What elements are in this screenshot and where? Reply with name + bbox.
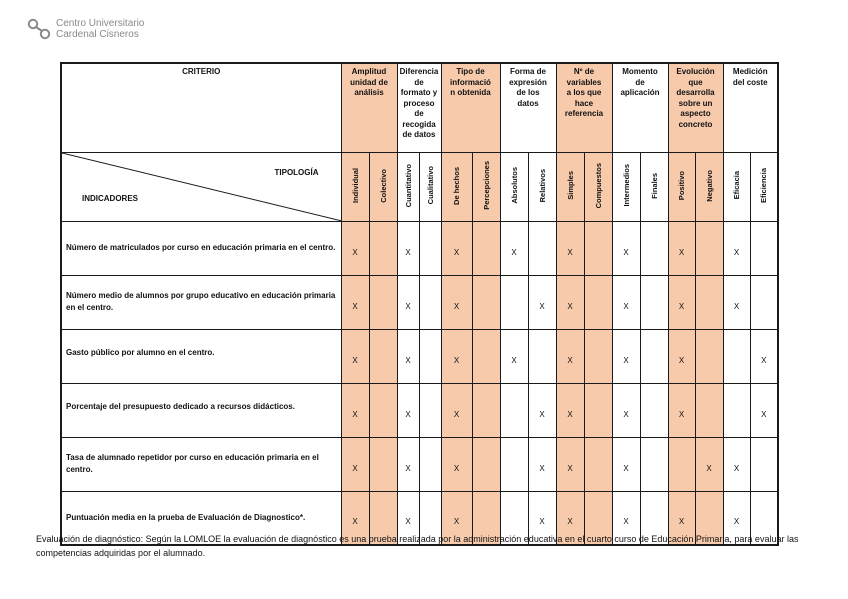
group-header-line: recogida bbox=[402, 119, 436, 129]
subtype-finales bbox=[640, 152, 668, 221]
mark-cell-cualitativo bbox=[419, 383, 441, 437]
group-header-line: Momento bbox=[622, 67, 658, 76]
mark-cell-relativos: X bbox=[528, 383, 556, 437]
group-header-cuantitativo-cualitativo bbox=[397, 63, 441, 152]
indicator-label: Porcentaje del presupuesto dedicado a recursos didácticos. bbox=[61, 383, 341, 437]
group-header-line: que bbox=[688, 77, 703, 87]
subtype-cuantitativo bbox=[397, 152, 419, 221]
subtype-label: De hechos bbox=[452, 166, 461, 205]
mark-cell-eficacia: X bbox=[723, 275, 750, 329]
mark-cell-colectivo bbox=[369, 437, 397, 491]
group-header-line: Amplitud bbox=[351, 67, 387, 76]
mark-cell-cualitativo bbox=[419, 275, 441, 329]
criteria-table bbox=[60, 62, 779, 546]
group-header-line: de bbox=[414, 77, 424, 87]
subtype-relativos bbox=[528, 152, 556, 221]
mark-cell-de-hechos: X bbox=[441, 437, 472, 491]
mark-cell-eficacia: X bbox=[723, 491, 750, 545]
mark-cell-percepciones bbox=[472, 275, 500, 329]
mark-cell-negativo bbox=[695, 383, 723, 437]
logo-icon bbox=[26, 16, 52, 42]
mark-cell-compuestos bbox=[584, 383, 612, 437]
mark-cell-cuantitativo: X bbox=[397, 275, 419, 329]
group-header-line: Medición bbox=[732, 67, 768, 76]
mark-cell-intermedios: X bbox=[612, 437, 640, 491]
mark-cell-individual: X bbox=[341, 491, 369, 545]
mark-cell-positivo: X bbox=[668, 221, 695, 275]
group-header-line: de datos bbox=[402, 130, 436, 139]
mark-cell-absolutos: X bbox=[500, 329, 528, 383]
mark-cell-simples: X bbox=[556, 329, 584, 383]
indicator-label: Tasa de alumnado repetidor por curso en educación primaria en el centro. bbox=[61, 437, 341, 491]
mark-cell-simples: X bbox=[556, 383, 584, 437]
mark-cell-cuantitativo: X bbox=[397, 221, 419, 275]
subtype-label: Individual bbox=[350, 167, 360, 203]
group-header-intermedios-finales bbox=[612, 63, 668, 152]
mark-cell-intermedios: X bbox=[612, 491, 640, 545]
mark-cell-cualitativo bbox=[419, 437, 441, 491]
group-header-line: variables bbox=[566, 77, 602, 87]
mark-cell-eficacia: X bbox=[723, 437, 750, 491]
institution-logo bbox=[26, 16, 144, 42]
mark-cell-intermedios: X bbox=[612, 329, 640, 383]
subtype-label: Intermedios bbox=[621, 164, 631, 207]
group-header-line: concreto bbox=[678, 119, 713, 129]
subtype-colectivo bbox=[369, 152, 397, 221]
subtype-cualitativo bbox=[419, 152, 441, 221]
mark-cell-compuestos bbox=[584, 221, 612, 275]
mark-cell-colectivo bbox=[369, 275, 397, 329]
group-header-line: aspecto bbox=[680, 109, 711, 118]
mark-cell-simples: X bbox=[556, 221, 584, 275]
group-header-line: análisis bbox=[354, 88, 384, 97]
mark-cell-individual: X bbox=[341, 221, 369, 275]
mark-cell-absolutos bbox=[500, 275, 528, 329]
group-header-line: formato y bbox=[400, 88, 438, 97]
group-header-line: del coste bbox=[732, 77, 768, 87]
mark-cell-eficiencia bbox=[750, 221, 778, 275]
mark-cell-de-hechos: X bbox=[441, 491, 472, 545]
mark-cell-positivo: X bbox=[668, 383, 695, 437]
mark-cell-colectivo bbox=[369, 329, 397, 383]
mark-cell-de-hechos: X bbox=[441, 329, 472, 383]
mark-cell-finales bbox=[640, 383, 668, 437]
group-header-line: Evolución bbox=[676, 67, 715, 76]
mark-cell-simples: X bbox=[556, 437, 584, 491]
mark-cell-positivo bbox=[668, 437, 695, 491]
subtype-label: Colectivo bbox=[378, 168, 388, 203]
group-header-line: Nº de bbox=[573, 67, 595, 76]
mark-cell-negativo bbox=[695, 221, 723, 275]
group-header-line: de bbox=[414, 109, 424, 118]
mark-cell-individual: X bbox=[341, 329, 369, 383]
mark-cell-finales bbox=[640, 275, 668, 329]
group-header-line: hace bbox=[574, 98, 594, 108]
group-header-line: informació bbox=[450, 77, 491, 87]
logo-line-1: Centro Universitario bbox=[56, 18, 145, 29]
subtype-percepciones bbox=[472, 152, 500, 221]
mark-cell-eficacia bbox=[723, 383, 750, 437]
mark-cell-relativos bbox=[528, 221, 556, 275]
subtype-label: Simples bbox=[565, 171, 575, 200]
subtype-label: Eficacia bbox=[732, 171, 741, 200]
mark-cell-eficacia: X bbox=[723, 221, 750, 275]
mark-cell-compuestos bbox=[584, 437, 612, 491]
group-header-line: datos bbox=[517, 98, 539, 108]
group-header-line: proceso bbox=[403, 98, 435, 108]
group-header-eficacia-eficiencia bbox=[723, 63, 778, 152]
footnote: Evaluación de diagnóstico: Según la LOMLOE la evaluación de diagnóstico es una prueba realizada por la administración educativa en el cuarto curso de Educación Primaria, para evaluar las competencias adquiridas por el alumnado. bbox=[36, 534, 799, 558]
mark-cell-eficiencia bbox=[750, 275, 778, 329]
indicator-row bbox=[61, 329, 778, 383]
group-header-line: Forma de bbox=[509, 67, 546, 76]
subtype-label: Relativos bbox=[537, 168, 547, 203]
group-header-individual-colectivo bbox=[341, 63, 397, 152]
mark-cell-de-hechos: X bbox=[441, 383, 472, 437]
subtype-label: Compuestos bbox=[593, 162, 603, 209]
subtype-label: Absolutos bbox=[509, 167, 519, 204]
indicator-row bbox=[61, 275, 778, 329]
mark-cell-eficiencia: X bbox=[750, 383, 778, 437]
mark-cell-eficacia bbox=[723, 329, 750, 383]
mark-cell-intermedios: X bbox=[612, 383, 640, 437]
subtype-negativo bbox=[695, 152, 723, 221]
mark-cell-percepciones bbox=[472, 329, 500, 383]
mark-cell-intermedios: X bbox=[612, 221, 640, 275]
subtype-label: Positivo bbox=[677, 170, 686, 201]
subtype-intermedios bbox=[612, 152, 640, 221]
mark-cell-finales bbox=[640, 221, 668, 275]
mark-cell-de-hechos: X bbox=[441, 275, 472, 329]
subtype-absolutos bbox=[500, 152, 528, 221]
subtype-label: Finales bbox=[649, 172, 659, 199]
group-header-line: desarrolla bbox=[676, 88, 715, 97]
mark-cell-negativo bbox=[695, 275, 723, 329]
subtype-eficiencia bbox=[750, 152, 778, 221]
mark-cell-cualitativo bbox=[419, 221, 441, 275]
mark-cell-relativos: X bbox=[528, 275, 556, 329]
indicator-label: Puntuación media en la prueba de Evaluación de Diagnostico*. bbox=[61, 491, 341, 545]
logo-line-2: Cardenal Cisneros bbox=[56, 29, 139, 40]
mark-cell-cuantitativo: X bbox=[397, 329, 419, 383]
mark-cell-eficiencia bbox=[750, 437, 778, 491]
group-header-line: referencia bbox=[564, 109, 604, 118]
tipologia-label: TIPOLOGÍA bbox=[274, 167, 319, 177]
mark-cell-relativos bbox=[528, 329, 556, 383]
mark-cell-cuantitativo: X bbox=[397, 491, 419, 545]
subtype-positivo bbox=[668, 152, 695, 221]
mark-cell-de-hechos: X bbox=[441, 221, 472, 275]
mark-cell-relativos: X bbox=[528, 491, 556, 545]
subtype-simples bbox=[556, 152, 584, 221]
mark-cell-negativo: X bbox=[695, 437, 723, 491]
mark-cell-negativo bbox=[695, 329, 723, 383]
group-header-line: unidad de bbox=[350, 77, 388, 87]
mark-cell-percepciones bbox=[472, 437, 500, 491]
group-header-simples-compuestos bbox=[556, 63, 612, 152]
group-header-line: expresión bbox=[509, 77, 547, 87]
group-header-line: Tipo de bbox=[456, 67, 485, 76]
subtype-label: Negativo bbox=[704, 169, 714, 202]
mark-cell-finales bbox=[640, 437, 668, 491]
group-header-line: sobre un bbox=[678, 98, 713, 108]
mark-cell-absolutos bbox=[500, 437, 528, 491]
mark-cell-individual: X bbox=[341, 437, 369, 491]
mark-cell-relativos: X bbox=[528, 437, 556, 491]
indicator-row bbox=[61, 383, 778, 437]
mark-cell-cuantitativo: X bbox=[397, 437, 419, 491]
tipologia-indicadores-header bbox=[61, 152, 341, 221]
mark-cell-simples: X bbox=[556, 491, 584, 545]
mark-cell-simples: X bbox=[556, 275, 584, 329]
mark-cell-intermedios: X bbox=[612, 275, 640, 329]
group-header-line: de los bbox=[516, 88, 540, 97]
mark-cell-percepciones bbox=[472, 221, 500, 275]
mark-cell-individual: X bbox=[341, 383, 369, 437]
mark-cell-individual: X bbox=[341, 275, 369, 329]
group-header-de-hechos-percepciones bbox=[441, 63, 500, 152]
group-header-positivo-negativo bbox=[668, 63, 723, 152]
group-header-line: aplicación bbox=[620, 88, 660, 97]
mark-cell-eficiencia: X bbox=[750, 329, 778, 383]
group-header-line: n obtenida bbox=[450, 88, 491, 97]
indicator-label: Número de matriculados por curso en educación primaria en el centro. bbox=[61, 221, 341, 275]
mark-cell-positivo: X bbox=[668, 329, 695, 383]
indicadores-label: INDICADORES bbox=[82, 193, 139, 203]
criterio-header: CRITERIO bbox=[61, 63, 341, 152]
indicator-label: Gasto público por alumno en el centro. bbox=[61, 329, 341, 383]
subtype-label: Cualitativo bbox=[425, 166, 435, 205]
subtype-label: Cuantitativo bbox=[403, 163, 413, 208]
group-header-line: Diferencia bbox=[399, 67, 439, 76]
mark-cell-positivo: X bbox=[668, 491, 695, 545]
group-header-absolutos-relativos bbox=[500, 63, 556, 152]
mark-cell-cualitativo bbox=[419, 329, 441, 383]
subtype-de-hechos bbox=[441, 152, 472, 221]
mark-cell-compuestos bbox=[584, 329, 612, 383]
mark-cell-compuestos bbox=[584, 275, 612, 329]
subtype-label: Percepciones bbox=[481, 161, 491, 210]
mark-cell-finales bbox=[640, 329, 668, 383]
mark-cell-absolutos: X bbox=[500, 221, 528, 275]
subtype-eficacia bbox=[723, 152, 750, 221]
indicator-label: Número medio de alumnos por grupo educativo en educación primaria en el centro. bbox=[61, 275, 341, 329]
subtype-individual bbox=[341, 152, 369, 221]
mark-cell-cuantitativo: X bbox=[397, 383, 419, 437]
mark-cell-absolutos bbox=[500, 383, 528, 437]
mark-cell-percepciones bbox=[472, 383, 500, 437]
subtype-label: Eficiencia bbox=[759, 167, 769, 204]
subtype-compuestos bbox=[584, 152, 612, 221]
indicator-row bbox=[61, 221, 778, 275]
mark-cell-colectivo bbox=[369, 383, 397, 437]
group-header-line: a los que bbox=[566, 88, 602, 97]
indicator-row bbox=[61, 437, 778, 491]
mark-cell-colectivo bbox=[369, 221, 397, 275]
group-header-line: de bbox=[635, 77, 645, 87]
diagonal-divider bbox=[62, 153, 342, 221]
mark-cell-positivo: X bbox=[668, 275, 695, 329]
